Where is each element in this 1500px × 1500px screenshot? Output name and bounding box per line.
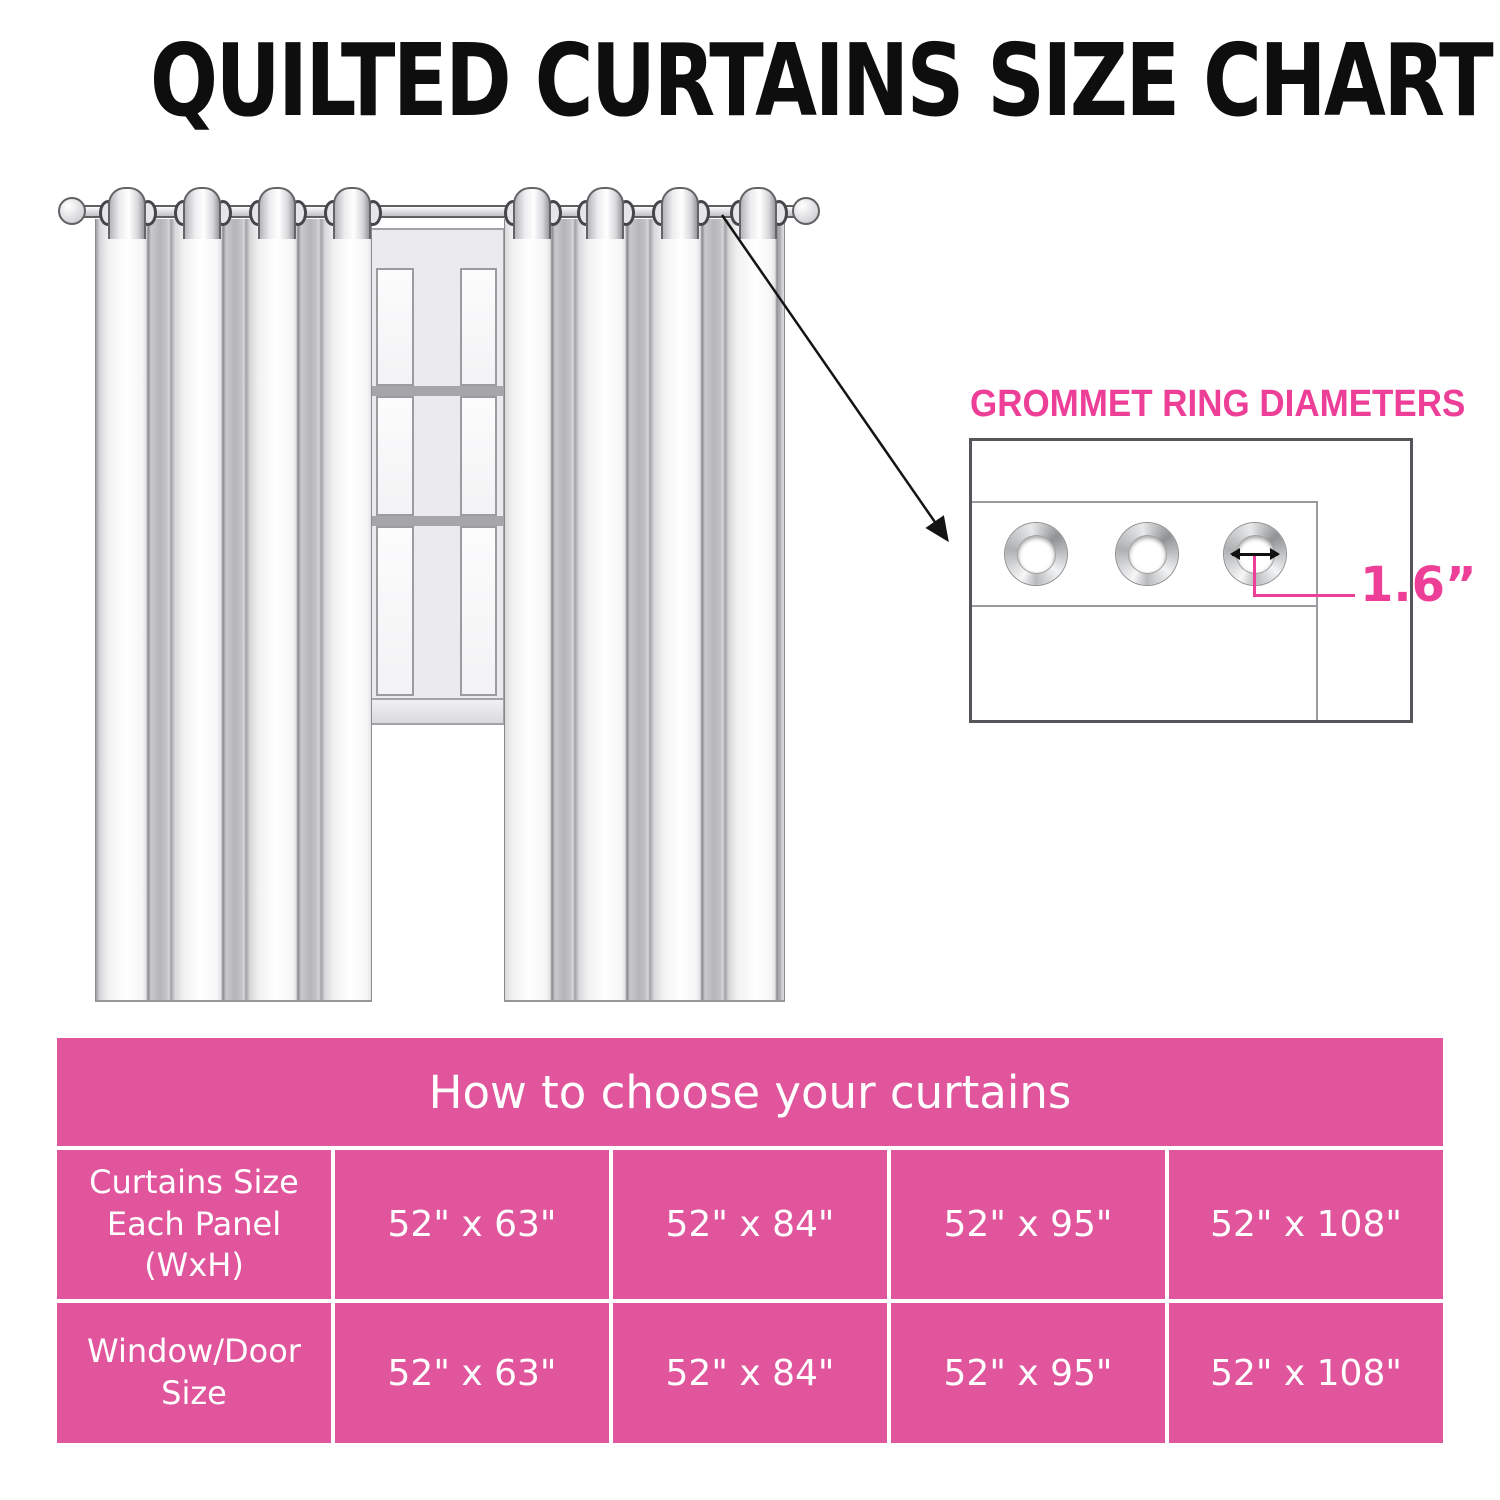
grommet-ring <box>1005 523 1067 585</box>
rod-finial-left <box>58 197 86 225</box>
size-cell: 52" x 108" <box>1169 1303 1443 1443</box>
window-pane <box>376 526 414 696</box>
header-band-line <box>972 501 1318 503</box>
size-table <box>57 1038 1443 1443</box>
row-label-curtains-size: Curtains Size Each Panel (WxH) <box>57 1150 331 1299</box>
window-pane <box>460 396 497 516</box>
table-header: How to choose your curtains <box>57 1038 1443 1146</box>
page-title: QUILTED CURTAINS SIZE CHART <box>150 22 1492 139</box>
window-pane <box>376 268 414 386</box>
size-cell: 52" x 84" <box>613 1150 887 1299</box>
grommet-detail-heading: GROMMET RING DIAMETERS <box>970 383 1466 425</box>
size-cell: 52" x 84" <box>613 1303 887 1443</box>
window-muntin <box>370 386 503 396</box>
measure-line-horizontal <box>1253 594 1355 597</box>
window-pane <box>460 268 497 386</box>
size-cell: 52" x 63" <box>335 1303 609 1443</box>
window-sill <box>370 698 503 723</box>
size-cell: 52" x 108" <box>1169 1150 1443 1299</box>
measure-line-vertical <box>1253 556 1256 597</box>
grommet-tab <box>333 187 371 239</box>
row-label-window-door-size: Window/Door Size <box>57 1303 331 1443</box>
size-cell: 52" x 95" <box>891 1303 1165 1443</box>
grommet-tab <box>739 187 777 239</box>
grommet-tab <box>586 187 624 239</box>
panel-edge-line <box>1316 501 1318 720</box>
measure-label: 1.6” <box>1360 557 1477 613</box>
curtain-panel-right <box>504 219 785 1002</box>
window-pane <box>376 396 414 516</box>
window-muntin <box>370 516 503 526</box>
size-cell: 52" x 95" <box>891 1150 1165 1299</box>
grommet-tab <box>183 187 221 239</box>
grommet-detail-box <box>969 438 1413 723</box>
window-pane <box>460 526 497 696</box>
grommet-tab <box>108 187 146 239</box>
grommet-tab <box>661 187 699 239</box>
header-band-line <box>972 605 1318 607</box>
size-cell: 52" x 63" <box>335 1150 609 1299</box>
grommet-tab <box>513 187 551 239</box>
grommet-tab <box>258 187 296 239</box>
window <box>368 228 505 725</box>
curtain-panel-left <box>95 219 372 1002</box>
rod-finial-right <box>792 197 820 225</box>
grommet-ring <box>1116 523 1178 585</box>
